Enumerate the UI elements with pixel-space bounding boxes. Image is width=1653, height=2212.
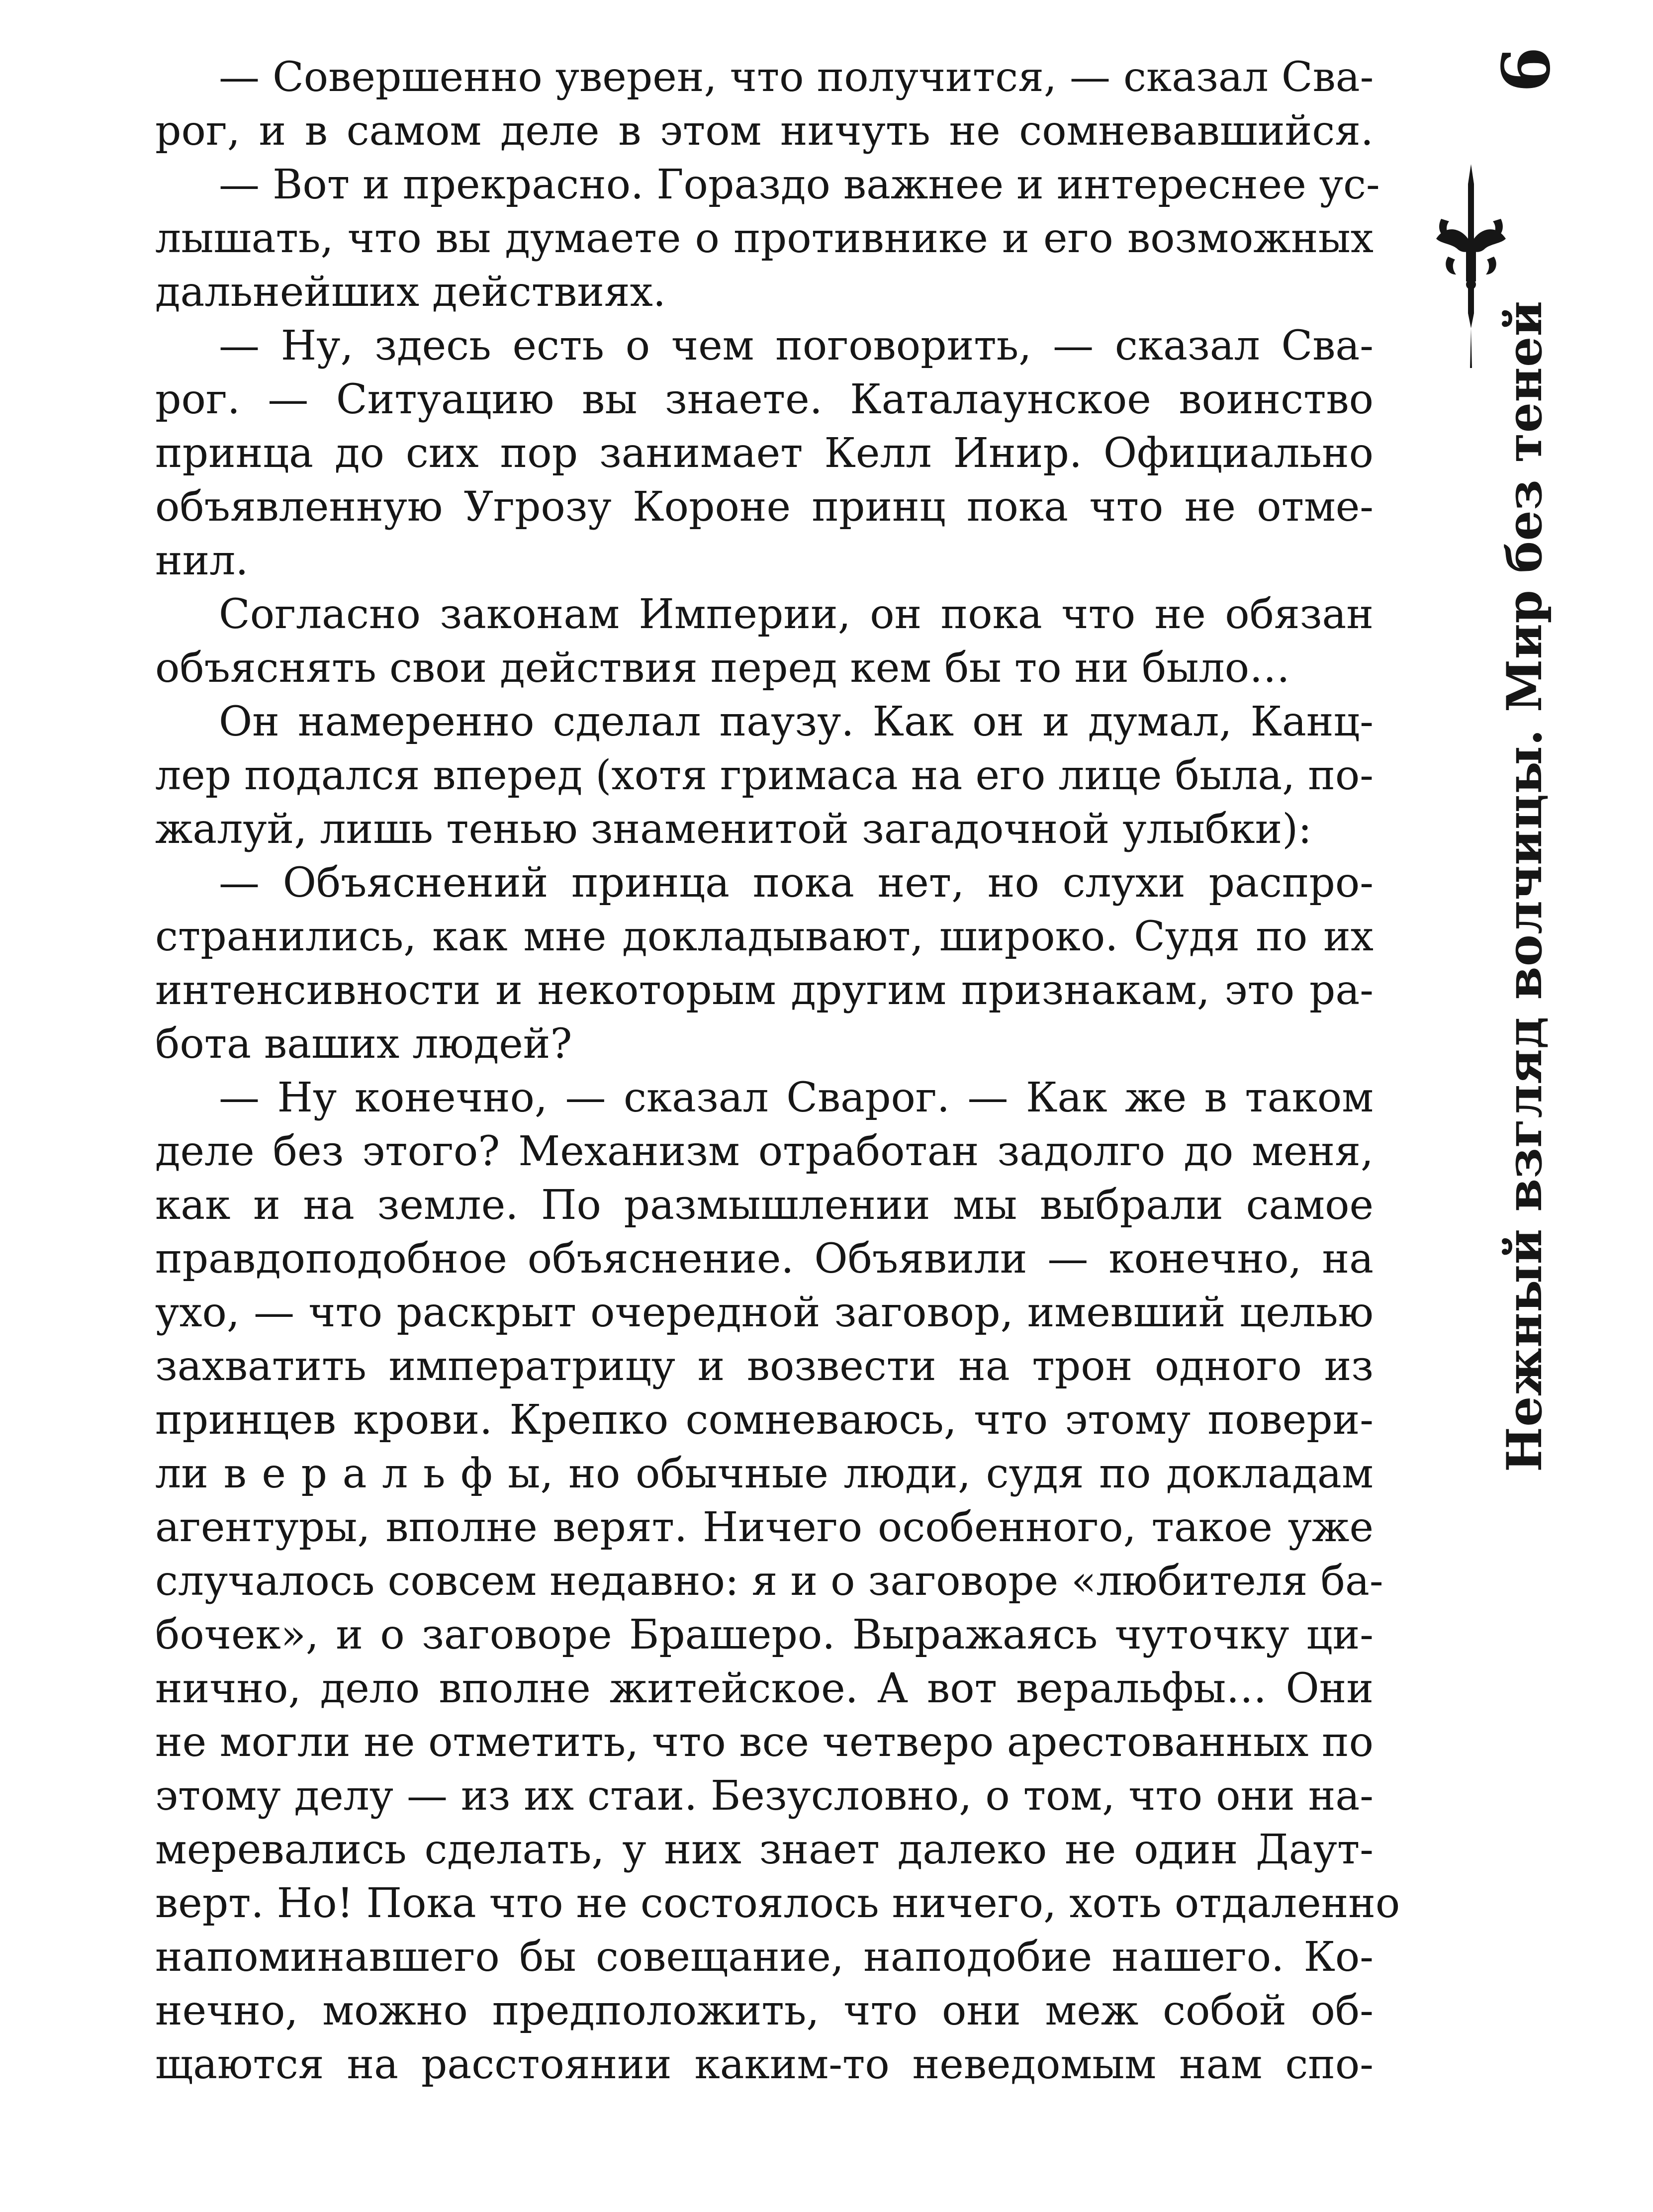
page-number: 9 (1485, 47, 1562, 92)
text-line: принца до сих пор занимает Келл Инир. Официально (155, 430, 1374, 477)
text-line: правдоподобное объяснение. Объявили — конечно, на (155, 1235, 1374, 1283)
text-line: верт. Но! Пока что не состоялось ничего, хоть отдаленно (155, 1880, 1400, 1927)
text-line: меревались сделать, у них знает далеко не один Даут- (155, 1826, 1374, 1873)
text-line: рог, и в самом деле в этом ничуть не сомневавшийся. (155, 107, 1374, 155)
text-line: агентуры, вполне верят. Ничего особенного, такое уже (155, 1504, 1374, 1551)
text-line: ухо, — что раскрыт очередной заговор, имевший целью (155, 1289, 1374, 1336)
text-line: — Вот и прекрасно. Гораздо важнее и интереснее ус- (219, 161, 1380, 208)
text-line: щаются на расстоянии каким-то неведомым нам спо- (155, 2041, 1374, 2088)
text-line: жалуй, лишь тенью знаменитой загадочной улыбки): (155, 806, 1312, 853)
text-line: случалось совсем недавно: я и о заговоре «любителя ба- (155, 1558, 1383, 1605)
text-line: — Ну конечно, — сказал Сварог. — Как же в таком (219, 1074, 1374, 1121)
text-line: как и на земле. По размышлении мы выбрали самое (155, 1182, 1374, 1229)
text-line: захватить императрицу и возвести на трон одного из (155, 1343, 1374, 1390)
text-line: дальнейших действиях. (155, 269, 666, 316)
text-line: нил. (155, 537, 249, 584)
text-line: деле без этого? Механизм отработан задолго до меня, (155, 1128, 1374, 1175)
text-line: странились, как мне докладывают, широко. Судя по их (155, 913, 1374, 960)
text-line: объяснять свои действия перед кем бы то ни было… (155, 645, 1290, 692)
text-line: ли в е р а л ь ф ы, но обычные люди, судя по докладам (155, 1450, 1374, 1497)
text-line: интенсивности и некоторым другим признакам, это ра- (155, 967, 1374, 1014)
text-line: Согласно законам Империи, он пока что не обязан (219, 591, 1374, 638)
text-line: — Объяснений принца пока нет, но слухи распро- (219, 859, 1374, 907)
body-text (155, 51, 1400, 2092)
text-line: рог. — Ситуацию вы знаете. Каталаунское воинство (155, 376, 1374, 423)
text-line: нечно, можно предположить, что они меж собой об- (155, 1987, 1374, 2034)
text-line: лышать, что вы думаете о противнике и его возможных (155, 215, 1374, 262)
running-title: Нежный взгляд волчицы. Мир без теней (1496, 300, 1553, 1472)
text-line: — Совершенно уверен, что получится, — сказал Сва- (219, 54, 1374, 101)
text-line: объявленную Угрозу Короне принц пока что не отме- (155, 483, 1374, 531)
text-line: — Ну, здесь есть о чем поговорить, — сказал Сва- (219, 322, 1374, 369)
text-line: лер подался вперед (хотя гримаса на его лице была, по- (155, 752, 1374, 799)
text-line: нично, дело вполне житейское. А вот веральфы… Они (155, 1665, 1374, 1712)
text-line: принцев крови. Крепко сомневаюсь, что этому повери- (155, 1396, 1374, 1444)
text-line: бочек», и о заговоре Брашеро. Выражаясь чуточку ци- (155, 1611, 1374, 1659)
text-line: Он намеренно сделал паузу. Как он и думал, Канц- (219, 698, 1374, 745)
text-line: бота ваших людей? (155, 1020, 572, 1068)
text-line: этому делу — из их стаи. Безусловно, о том, что они на- (155, 1772, 1374, 1820)
text-line: напоминавшего бы совещание, наподобие нашего. Ко- (155, 1934, 1374, 1981)
text-line: не могли не отметить, что все четверо арестованных по (155, 1719, 1374, 1766)
